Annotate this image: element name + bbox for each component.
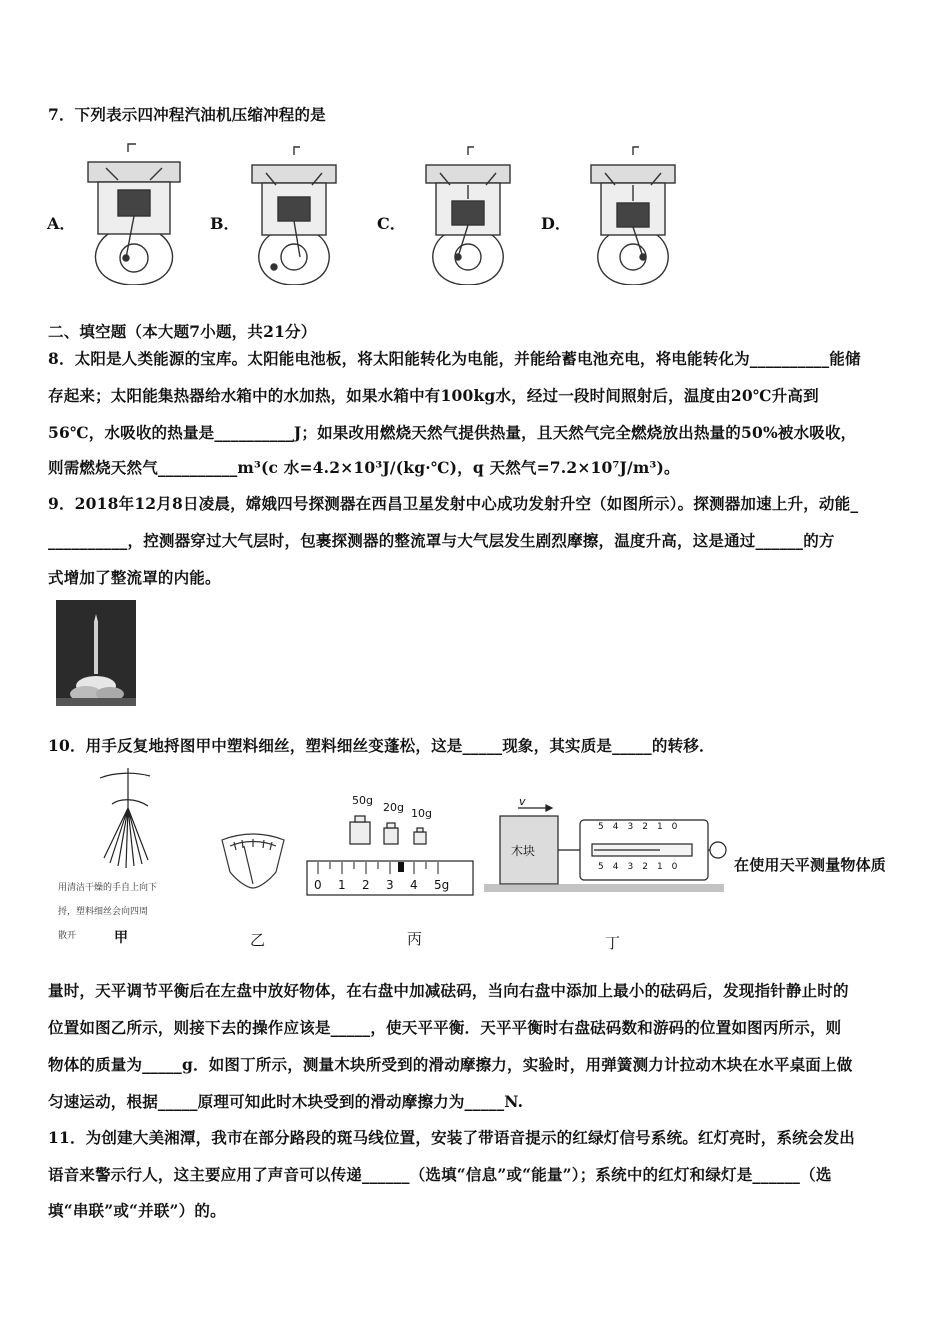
weight-label-50g: 50g xyxy=(352,794,373,807)
spring-label-1: 1 xyxy=(656,822,672,832)
option-b-label: B． xyxy=(210,214,240,233)
fig-jia-note-3: 散开 xyxy=(58,931,77,941)
spring-label-4: 4 xyxy=(612,822,628,832)
q11-line-2: 语音来警示行人，这主要应用了声音可以传递______（选填“信息”或“能量”）；系统中的红灯和绿灯是______（选 xyxy=(48,1165,832,1184)
q8-line-1: 8．太阳是人类能源的宝库。太阳能电池板，将太阳能转化为电能，并能给蓄电池充电，将电能转化为__________能储 xyxy=(48,349,861,368)
spring-scale-top-labels xyxy=(598,822,686,832)
spring-label-5: 5 xyxy=(598,822,613,832)
q8-line-2: 存起来；太阳能集热器给水箱中的水加热，如果水箱中有100kg水，经过一段时间照射后，温度由20℃升高到 xyxy=(48,386,819,405)
spring-label-3b: 3 xyxy=(627,862,643,872)
spring-label-1b: 1 xyxy=(656,862,672,872)
q7-text: 7．下列表示四冲程汽油机压缩冲程的是 xyxy=(48,105,326,124)
block-label: 木块 xyxy=(511,844,536,858)
weight-label-10g: 10g xyxy=(411,807,432,820)
spring-label-2b: 2 xyxy=(642,862,657,872)
q11-line-1: 11．为创建大美湘潭，我市在部分路段的斑马线位置，安装了带语音提示的红绿灯信号系统。红灯亮时，系统会发出 xyxy=(48,1128,855,1147)
spring-scale-bottom-labels xyxy=(598,862,686,872)
fig-yi-label: 乙 xyxy=(250,931,266,949)
rocket-launch-photo xyxy=(56,600,136,706)
ruler-tick-3: 3 xyxy=(386,878,394,892)
ruler-tick-2: 2 xyxy=(362,878,370,892)
spring-label-2: 2 xyxy=(642,822,657,832)
engine-diagram-b xyxy=(244,145,344,285)
plastic-strings-figure xyxy=(90,768,170,868)
fig-bing-label: 丙 xyxy=(407,930,423,948)
ruler-tick-4: 4 xyxy=(410,878,418,892)
ruler-tick-5: 5g xyxy=(434,878,450,892)
q10-inline-end: 在使用天平测量物体质 xyxy=(734,856,887,874)
q8-line-4: 则需燃烧天然气__________m³(c 水=4.2×10³J/(kg·℃)，q 天然气=7.2×10⁷J/m³)。 xyxy=(48,458,680,477)
q8-line-3: 56℃，水吸收的热量是__________J；如果改用燃烧天然气提供热量，且天然气完全燃烧放出热量的50%被水吸收， xyxy=(48,423,857,442)
balance-pointer-figure xyxy=(218,832,288,892)
option-d-label: D． xyxy=(541,214,571,233)
ruler-tick-0: 0 xyxy=(314,878,322,892)
q10-line-1: 10．用手反复地捋图甲中塑料细丝，塑料细丝变蓬松，这是_____现象，其实质是_____的转移． xyxy=(48,736,715,755)
weights-figure xyxy=(346,810,436,846)
fig-jia-label: 甲 xyxy=(114,930,128,946)
spring-label-5b: 5 xyxy=(598,862,613,872)
q11-line-3: 填“串联”或“并联”）的。 xyxy=(48,1201,226,1220)
q9-line-2: __________，控测器穿过大气层时，包裹探测器的整流罩与大气层发生剧烈摩擦，温度升高，这是通过______的方 xyxy=(48,531,835,550)
velocity-label: v xyxy=(519,795,526,808)
spring-label-4b: 4 xyxy=(612,862,628,872)
fig-jia-note-1: 用清洁干燥的手自上向下 xyxy=(58,883,158,893)
ruler-tick-1: 1 xyxy=(338,878,346,892)
section-heading: 二、填空题（本大题7小题，共21分） xyxy=(48,322,317,341)
q9-line-1: 9．2018年12月8日凌晨，嫦娥四号探测器在西昌卫星发射中心成功发射升空（如图所示）。探测器加速上升，动能_ xyxy=(48,494,859,513)
fig-jia-note-2: 捋，塑料细丝会向四周 xyxy=(58,907,149,917)
q10-line-5: 匀速运动，根据_____原理可知此时木块受到的滑动摩擦力为_____N. xyxy=(48,1092,524,1111)
q10-line-3: 位置如图乙所示，则接下去的操作应该是_____，使天平平衡．天平平衡时右盘砝码数和游码的位置如图丙所示，则 xyxy=(48,1018,842,1037)
q10-line-4: 物体的质量为_____g．如图丁所示，测量木块所受到的滑动摩擦力，实验时，用弹簧测力计拉动木块在水平桌面上做 xyxy=(48,1055,853,1074)
engine-diagram-a xyxy=(78,140,190,285)
option-a-label: A． xyxy=(47,214,76,233)
q10-line-2: 量时，天平调节平衡后在左盘中放好物体，在右盘中加减砝码，当向右盘中添加上最小的砝码后，发现指针静止时的 xyxy=(48,981,849,1000)
option-c-label: C． xyxy=(377,214,406,233)
weight-label-20g: 20g xyxy=(383,801,404,814)
engine-diagram-c xyxy=(418,145,518,285)
spring-label-0: 0 xyxy=(671,822,687,832)
q9-line-3: 式增加了整流罩的内能。 xyxy=(48,568,221,587)
spring-label-3: 3 xyxy=(627,822,643,832)
spring-label-0b: 0 xyxy=(671,862,687,872)
engine-diagram-d xyxy=(583,145,683,285)
fig-ding-label: 丁 xyxy=(605,934,621,952)
